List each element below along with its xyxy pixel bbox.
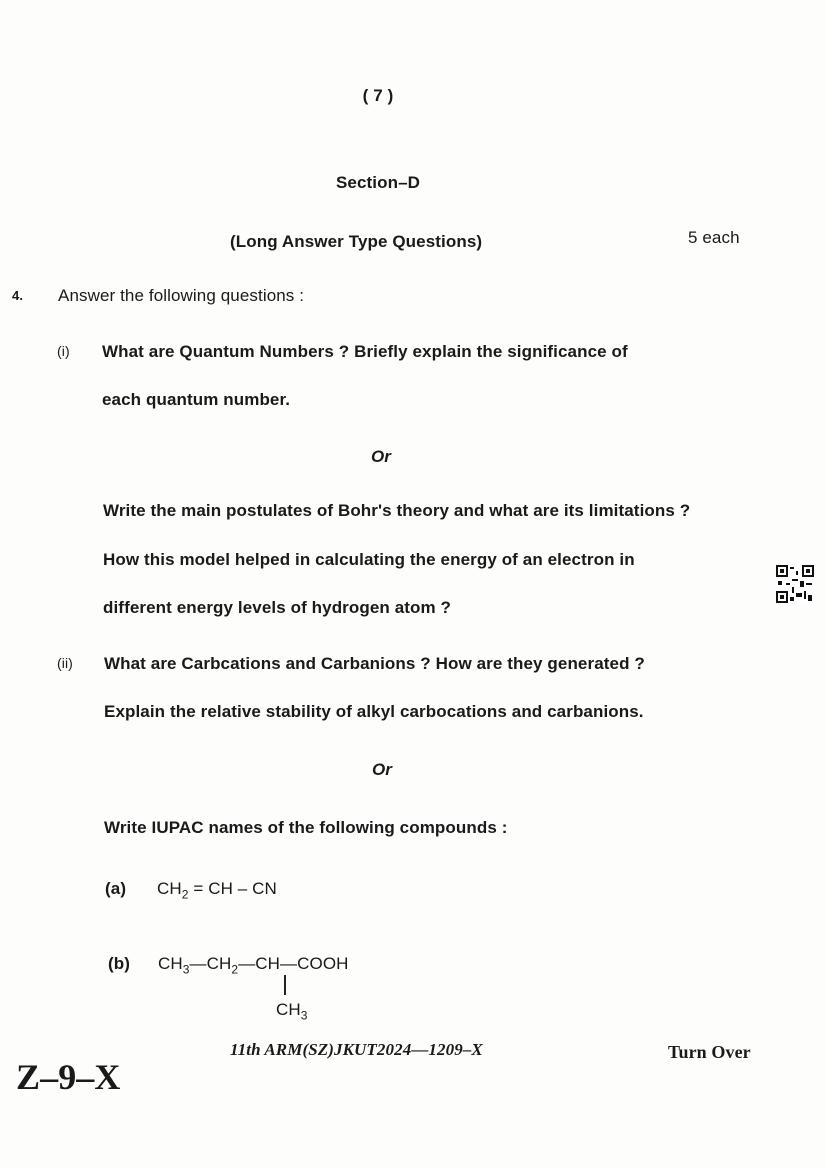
question-text: each quantum number. xyxy=(102,390,291,409)
or-separator: Or xyxy=(371,760,393,779)
question-text: Write the main postulates of Bohr's theory and what are its limitations ? xyxy=(103,501,691,520)
turn-over: Turn Over xyxy=(668,1042,751,1062)
question-text: Explain the relative stability of alkyl carbocations and carbanions. xyxy=(104,702,644,721)
compound-label-a: (a) xyxy=(105,879,127,898)
section-subtitle: (Long Answer Type Questions) xyxy=(230,232,483,251)
series-code: Z–9–X xyxy=(16,1057,121,1097)
question-text: different energy levels of hydrogen atom ? xyxy=(103,598,452,617)
question-text: Write IUPAC names of the following compounds : xyxy=(104,818,508,837)
paper-code: 11th ARM(SZ)JKUT2024—1209–X xyxy=(230,1040,483,1059)
part-label-ii: (ii) xyxy=(57,655,73,671)
qr-code xyxy=(776,565,814,603)
question-text: How this model helped in calculating the energy of an electron in xyxy=(103,550,635,569)
part-label-i: (i) xyxy=(57,343,70,359)
instruction: Answer the following questions : xyxy=(58,286,305,305)
marks-label: 5 each xyxy=(688,228,740,247)
question-number: 4. xyxy=(12,288,24,303)
compound-formula-a: $CH_2$ = CH – CN xyxy=(157,879,277,902)
page-number: ( 7 ) xyxy=(362,86,394,105)
question-text: What are Quantum Numbers ? Briefly explain the significance of xyxy=(102,342,628,361)
section-heading: Section–D xyxy=(335,173,421,192)
or-separator: Or xyxy=(370,447,392,466)
bond-line xyxy=(284,975,286,995)
compound-formula-b: $CH_3—CH_2—CH—COOH$ xyxy=(158,954,349,977)
compound-label-b: (b) xyxy=(108,954,131,973)
compound-branch: $CH_3$ xyxy=(276,1000,308,1023)
question-text: What are Carbcations and Carbanions ? How are they generated ? xyxy=(104,654,645,673)
